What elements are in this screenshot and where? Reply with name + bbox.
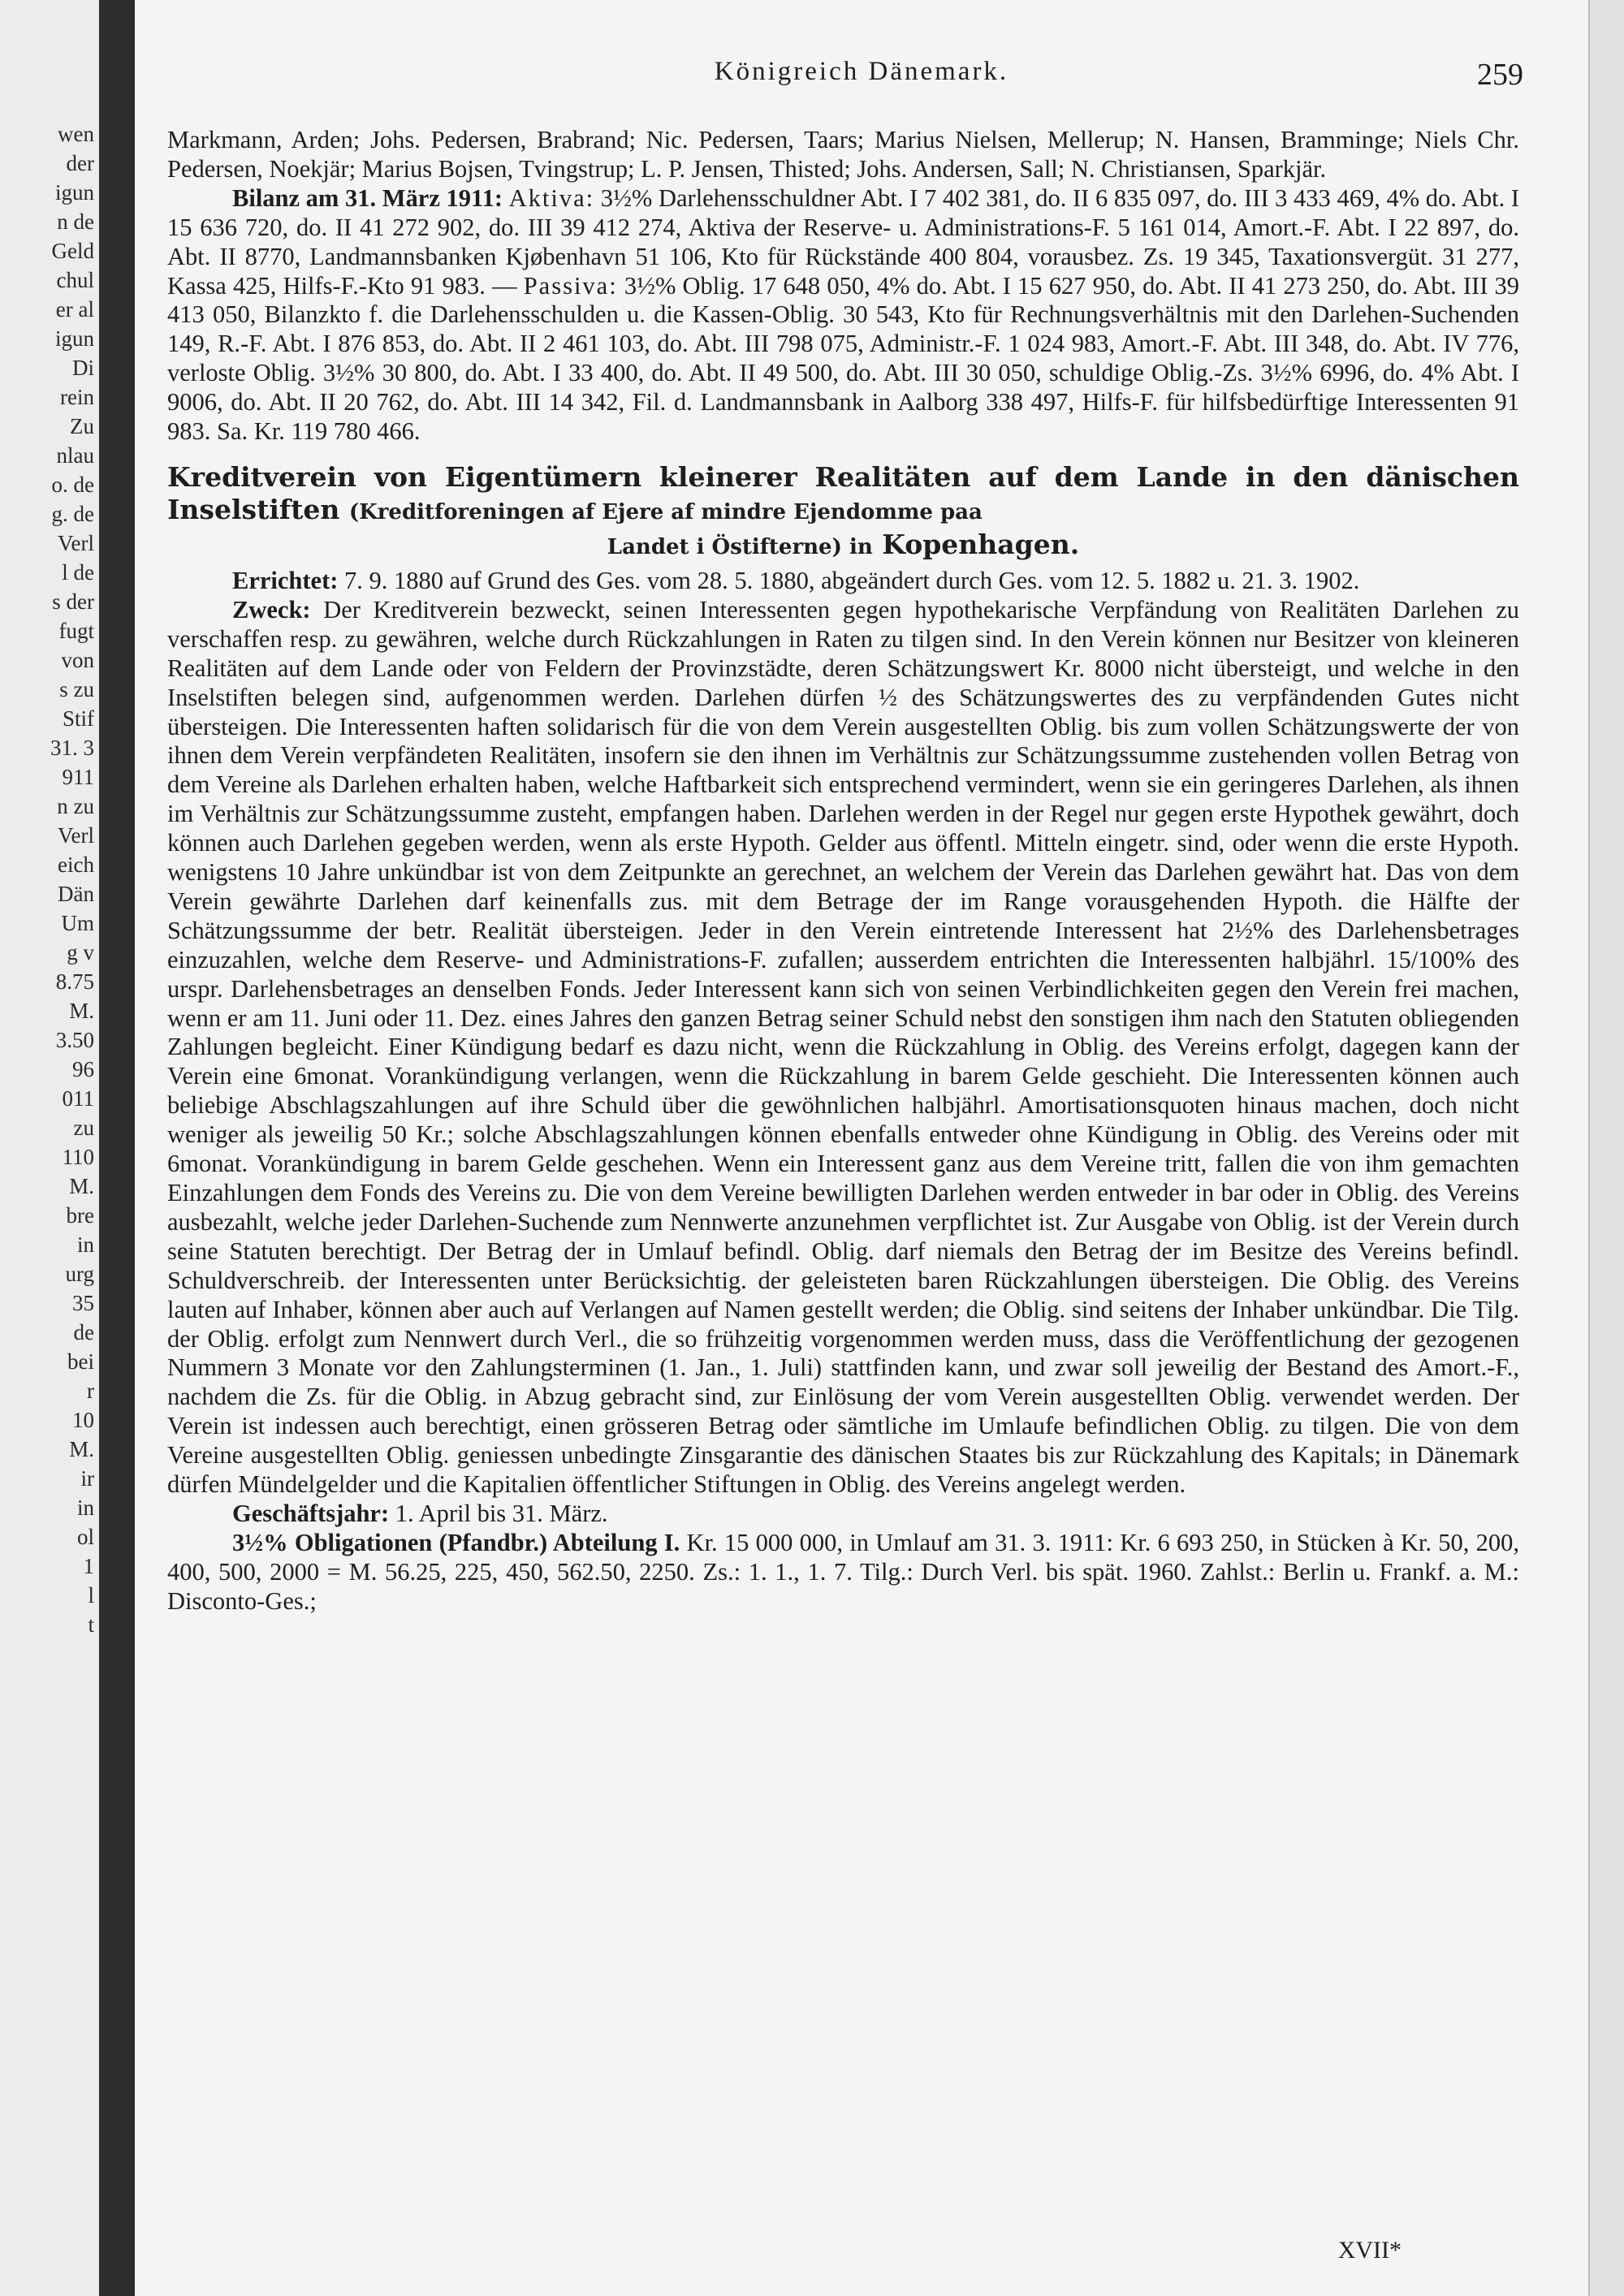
margin-fragment: 8.75: [55, 969, 94, 994]
margin-fragment: g. de: [51, 502, 94, 526]
zweck-text: Der Kreditverein bezweckt, seinen Interessenten gegen hypothekarische Verpfändung von Realitäten Darlehen zu verschaffen resp. zu gewähren, welche durch Rückzahlungen in Raten zu tilgen sind. In den Verein können nur Besitzer von kleineren Realitäten auf dem Lande oder von Feldern der Provinzstädte, deren Schätzungswert Kr. 8000 nicht übersteigt, und welche in den Inselstiften belegen sind, aufgenommen werden. Darlehen dürfen ½ des Schätzungswertes des zu verpfändenden Gutes nicht übersteigen. Die Interessenten haften solidarisch für die von dem Verein ausgestellten Oblig. bis zum vollen Schätzungswerte der von ihnen dem Verein verpfändeten Realitäten, insofern sie den ihnen im Verhältnis zur Schätzungssumme zustehenden vollen Betrag von dem Vereine als Darlehen erhalten haben, welche Haftbarkeit sich entsprechend vermindert, wenn sie ein geringeres Darlehen, als ihnen im Verhältnis zur Schätzungssumme zusteht, empfangen haben. Darlehen werden in der Regel nur gegen erste Hypothek gewährt, doch können auch Darlehen gegeben werden, wenn als erste Hypoth. Gelder aus öffentl. Mitteln eingetr. sind, oder wenn die erste Hypoth. wenigstens 10 Jahre unkündbar ist von dem Zeitpunkte an gerechnet, an welchem der Verein das Darlehen gewährt hat. Das von dem Verein gewährte Darlehen darf keinenfalls zus. mit dem Betrage der im Range vorausgehenden Hypoth. die Hälfte der Schätzungssumme der betr. Realität übersteigen. Jeder in den Verein eintretende Interessent hat 2½% des Darlehensbetrages einzuzahlen, welche dem Reserve- und Administrations-F. zufallen; ausserdem entrichten die Interessenten halbjährl. 15/100% des urspr. Darlehensbetrages an denselben Fonds. Jeder Interessent kann sich von seinen Verbindlichkeiten gegen den Verein frei machen, wenn er am 11. Juni oder 11. Dez. eines Jahres den ganzen Betrag seiner Schuld nebst den sonstigen ihm nach den Statuten obliegenden Zahlungen begleicht. Einer Kündigung bedarf es dazu nicht, wenn die Rückzahlung in Oblig. des Vereins erfolgt, dagegen kann der Verein eine 6monat. Vorankündigung verlangen, wenn die Rückzahlung in barem Gelde geschieht. Die Interessenten können auch beliebige Abschlagszahlungen auf ihre Schuld über die gewöhnlichen halbjährl. Amortisationsquoten hinaus machen, doch nicht weniger als jeweilig 50 Kr.; solche Abschlagszahlungen können ebenfalls entweder ohne Kündigung in Oblig. des Vereins oder mit 6monat. Vorankündigung in barem Gelde geschehen. Wenn ein Interessent ganz aus dem Vereine tritt, fallen die von ihm gemachten Einzahlungen dem Fonds des Vereins zu. Die von dem Vereine bewilligten Darlehen werden entweder in bar oder in Oblig. des Vereins ausbezahlt, welche jeder Darlehen-Suchende zum Nennwerte anzunehmen verpflichtet ist. Zur Ausgabe von Oblig. ist der Verein durch seine Statuten berechtigt. Der Betrag der in Umlauf befindl. Oblig. darf niemals den Betrag der im Besitze des Vereins befindl. Schuldverschreib. der Interessenten unter Berücksichtig. der geleisteten baren Rückzahlungen übersteigen. Die Oblig. des Vereins lauten auf Inhaber, können aber auch auf Verlangen auf Namen gestellt werden; die Oblig. sind seitens der Inhaber unkündbar. Die Tilg. der Oblig. erfolgt zum Nennwert durch Verl., die so frühzeitig vorgenommen werden muss, dass die Veröffentlichung der gezogenen Nummern 3 Monate vor den Zahlungsterminen (1. Jan., 1. Juli) stattfinden kann, und zwar soll jeweilig der Bestand des Amort.-F., nachdem die Zs. für die Oblig. in Abzug gebracht sind, zur Einlösung der vom Verein ausgestellten Oblig. verwendet werden. Der Verein ist indessen auch berechtigt, einen grösseren Betrag oder sämtliche im Umlaufe befindlichen Oblig. zu tilgen. Die von dem Vereine ausgestellten Oblig. geniessen unbedingte Zinsgarantie des dänischen Staates bis zur Rückzahlung des Kapitals; in Dänemark dürfen Mündelgelder und die Kapitalien öffentlicher Stiftungen in Oblig. des Vereins angelegt werden.: [167, 595, 1520, 1499]
margin-fragment: 10: [72, 1408, 94, 1432]
margin-fragment: in: [76, 1232, 94, 1257]
passiva-label: Passiva:: [523, 271, 618, 300]
margin-fragment: er al: [55, 297, 94, 322]
margin-fragment: fugt: [58, 619, 94, 643]
margin-fragment: Um: [61, 911, 94, 935]
heading-main: Kreditverein von Eigentümern kleinerer Realitäten auf dem Lande in den dänischen Inselstiften: [167, 460, 1519, 525]
margin-fragment: zu: [73, 1116, 94, 1140]
paragraph-errichtet: [167, 567, 1519, 596]
body-text: [167, 126, 1519, 1616]
margin-fragment: urg: [65, 1262, 94, 1286]
margin-fragment: 911: [62, 765, 94, 789]
margin-fragment: wen: [58, 122, 94, 146]
margin-fragment: 011: [62, 1086, 94, 1111]
geschaeftsjahr-text: 1. April bis 31. März.: [395, 1499, 608, 1527]
margin-fragment: M.: [69, 1174, 94, 1198]
paragraph-balance: [167, 184, 1519, 447]
margin-fragment: 35: [72, 1291, 94, 1315]
page-gutter: [99, 0, 135, 2296]
margin-fragment: Verl: [58, 531, 94, 555]
margin-fragment: r: [87, 1379, 94, 1403]
paragraph-member-list: Markmann, Arden; Johs. Pedersen, Brabrand; Nic. Pedersen, Taars; Marius Nielsen, Mellerup; N. Hansen, Bramminge; Niels Chr. Pedersen, Noekjär; Marius Bojsen, Tvingstrup; L. P. Jensen, Thisted; Johs. Andersen, Sall; N. Christiansen, Sparkjär.: [167, 126, 1519, 183]
margin-fragment: in: [76, 1495, 94, 1520]
margin-fragment: ir: [80, 1466, 94, 1491]
margin-fragment: de: [73, 1320, 94, 1344]
running-head-title: Königreich Dänemark.: [714, 57, 1009, 86]
margin-fragment: o. de: [51, 473, 94, 497]
margin-fragment: l: [88, 1583, 94, 1608]
margin-fragment: M.: [69, 999, 94, 1023]
margin-fragment: igun: [54, 180, 94, 205]
page-number: 259: [1477, 58, 1523, 92]
margin-fragment: eich: [58, 852, 94, 877]
margin-fragment: Zu: [70, 414, 94, 438]
errichtet-text: 7. 9. 1880 auf Grund des Ges. vom 28. 5. 1880, abgeändert durch Ges. vom 12. 5. 1882 u. 21. 3. 1902.: [344, 566, 1360, 594]
margin-fragment: Stif: [62, 706, 94, 731]
margin-fragment: Verl: [58, 823, 94, 848]
margin-fragment: s der: [52, 589, 94, 614]
margin-fragment: ol: [76, 1525, 94, 1549]
passiva-text: 3½% Oblig. 17 648 050, 4% do. Abt. I 15 627 950, do. Abt. II 41 273 250, do. Abt. III 39 413 050, Bilanzkto f. die Darlehensschulden u. die Kassen-Oblig. 30 543, Kto für Rechnungsverhältnis mit den Darlehen-Suchenden 149, R.-F. Abt. I 876 853, do. Abt. II 2 461 103, do. Abt. III 798 075, Administr.-F. 1 024 983, Amort.-F. Abt. III 348, do. Abt. IV 776, verloste Oblig. 3½% 30 800, do. Abt. I 33 400, do. Abt. II 49 500, do. Abt. III 30 050, schuldige Oblig.-Zs. 3½% 6996, do. 4% Abt. I 9006, do. Abt. II 20 762, do. Abt. III 14 342, Fil. d. Landmannsbank in Aalborg 338 497, Hilfs-F. für hilfsbedürftige Interessenten 91 983. Sa. Kr. 119 780 466.: [167, 271, 1520, 446]
aktiva-label: Aktiva:: [508, 183, 595, 212]
signature-mark: XVII*: [1337, 2237, 1402, 2264]
margin-fragment: nlau: [56, 443, 94, 468]
errichtet-label: Errichtet:: [232, 566, 339, 594]
margin-fragment: 110: [62, 1145, 94, 1169]
geschaeftsjahr-label: Geschäftsjahr:: [232, 1499, 390, 1527]
margin-fragment: g v: [67, 940, 94, 965]
margin-fragment: 96: [72, 1057, 94, 1081]
margin-fragment: Geld: [51, 239, 94, 263]
margin-fragment: l de: [62, 560, 94, 585]
heading-danish: (Kreditforeningen af Ejere af mindre Ejendomme paa: [348, 499, 983, 524]
margin-fragment: Dän: [58, 882, 94, 906]
margin-fragment: chul: [56, 268, 94, 292]
margin-fragment: Di: [72, 356, 94, 380]
right-page-edge: [1588, 0, 1624, 2296]
margin-fragment: n zu: [57, 794, 94, 818]
aktiva-text: 3½% Darlehensschuldner Abt. I 7 402 381, do. II 6 835 097, do. III 3 433 469, 4% do. Abt. I 15 636 720, do. II 41 272 902, do. III 39 412 274, Aktiva der Reserve- u. Administrations-F. 5 161 014, Amort.-F. Abt. I 22 897, do. Abt. II 8770, Landmannsbanken Kjøbenhavn 51 106, Kto für Rückstände 400 804, vorausbez. Zs. 19 345, Taxationsvergüt. 31 277, Kassa 425, Hilfs-F.-Kto 91 983. —: [167, 183, 1520, 300]
margin-fragment: s zu: [59, 677, 94, 701]
margin-fragment: 31. 3: [50, 736, 94, 760]
margin-fragment: bre: [66, 1203, 94, 1228]
heading-line3-a: Landet i Östifterne) in: [607, 534, 873, 559]
obligationen-text: Kr. 15 000 000, in Umlauf am 31. 3. 1911: Kr. 6 693 250, in Stücken à Kr. 50, 200, 400, 500, 2000 = M. 56.25, 225, 450, 562.50, 2250. Zs.: 1. 1., 1. 7. Tilg.: Durch Verl. bis spät. 1960. Zahlst.: Berlin u. Frankf. a. M.: Disconto-Ges.;: [167, 1528, 1520, 1615]
obligationen-label: 3½% Obligationen (Pfandbr.) Abteilung I.: [232, 1528, 680, 1556]
paragraph-obligationen: [167, 1529, 1519, 1616]
section-heading: [167, 461, 1519, 563]
margin-fragment: der: [66, 151, 94, 175]
heading-line3: [167, 529, 1519, 563]
margin-fragment: n de: [57, 209, 94, 234]
margin-fragment: igun: [54, 326, 94, 351]
margin-fragment: 3.50: [55, 1028, 94, 1052]
margin-fragment: t: [88, 1612, 94, 1637]
margin-fragment: rein: [60, 385, 94, 409]
adjacent-page-margin: [0, 0, 99, 2296]
paragraph-geschaeftsjahr: [167, 1500, 1519, 1529]
margin-fragment: M.: [69, 1437, 94, 1461]
heading-city: Kopenhagen.: [882, 528, 1080, 560]
margin-fragment: von: [61, 648, 94, 672]
running-head: [135, 57, 1588, 97]
margin-fragment: 1: [83, 1554, 94, 1578]
balance-label: Bilanz am 31. März 1911:: [232, 183, 503, 212]
document-page: [135, 0, 1588, 2296]
paragraph-zweck: [167, 596, 1519, 1500]
zweck-label: Zweck:: [232, 595, 311, 624]
margin-fragment: bei: [67, 1349, 94, 1374]
